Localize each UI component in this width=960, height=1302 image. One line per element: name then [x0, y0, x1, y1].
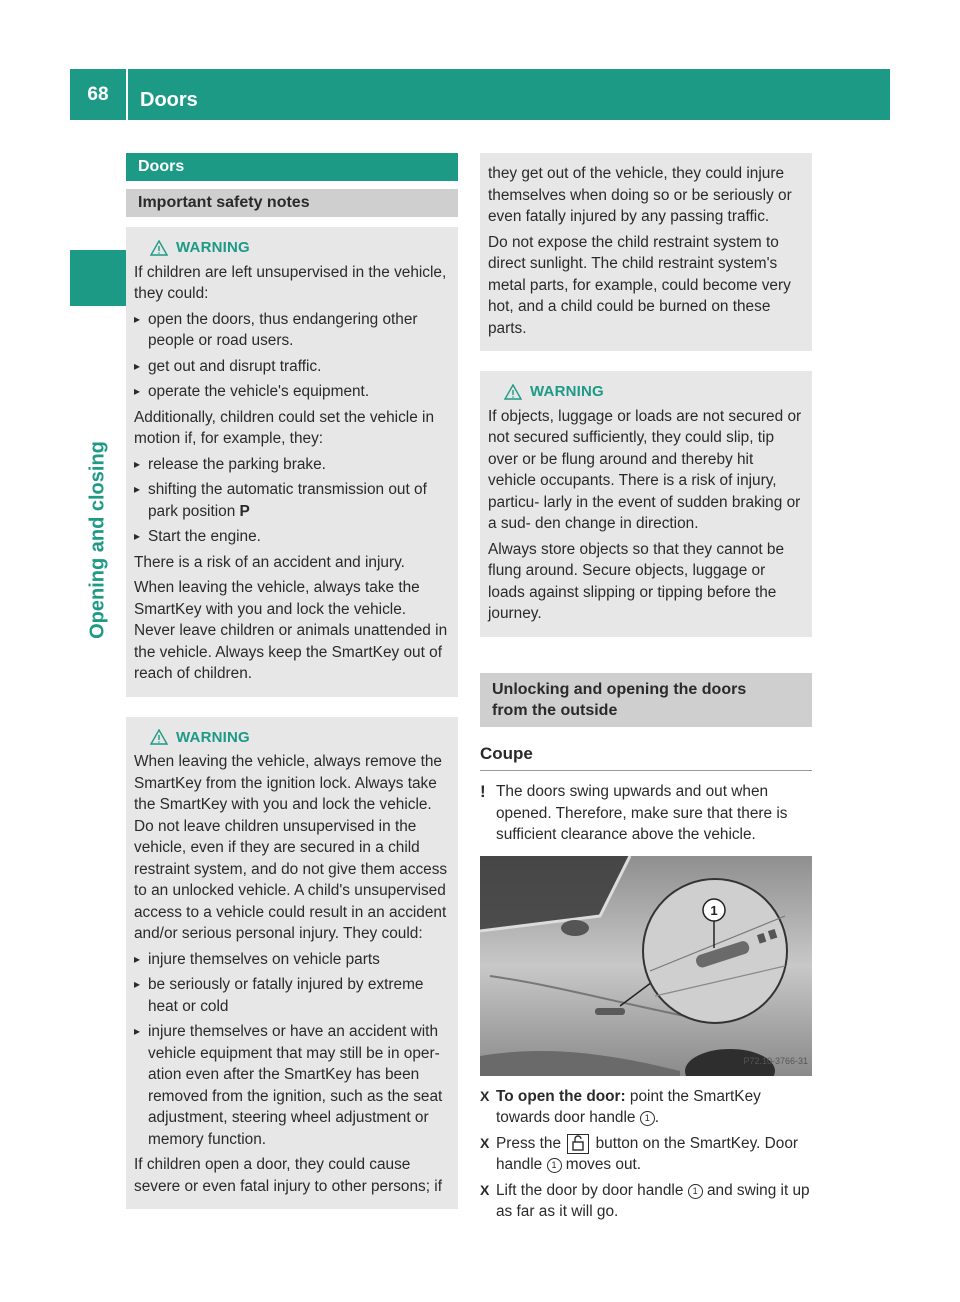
warning-title: WARNING [176, 239, 250, 256]
warning-box-continued [480, 153, 812, 351]
bullet-list [134, 309, 450, 403]
subsection-title-line: Unlocking and opening the doors [492, 680, 747, 698]
warning-box [480, 371, 812, 637]
illustration-code: P72.10-3766-31 [743, 1056, 808, 1066]
coupe-heading: Coupe [480, 743, 812, 772]
right-column [480, 153, 812, 1227]
warning-text: There is a risk of an accident and injury. [134, 553, 405, 571]
warning-title: WARNING [530, 383, 604, 400]
list-item: ▸ Start the engine. [134, 526, 450, 548]
list-item: ▸ get out and disrupt traffic. [134, 356, 450, 378]
warning-header [150, 237, 450, 259]
gear-position-p: P [239, 502, 250, 520]
warning-text: Do not expose the child restraint system to direct sunlight. The child restraint system's metal parts, for example, could become very hot, and a child could be burned on these parts. [488, 233, 791, 337]
left-column [126, 153, 458, 1209]
instruction-steps [480, 1086, 812, 1223]
warning-text: When leaving the vehicle, always remove the SmartKey from the ignition lock. Always take the SmartKey with you and lock the vehicle. Do not leave children unsupervised in the vehicle, even if they are secured in a child restraint system, and do not give them access to an unlocked vehicle. A child's unsupervised access to a vehicle could result in an accident and/or serious personal injury. They could: [134, 753, 448, 942]
warning-text: If objects, luggage or loads are not secured or not secured sufficiently, they could slip, tip over or be flung around and thereby hit vehicle occupants. There is a risk of injury, particu- larly in the event of sudden braking or a sud- den change in direction. [488, 407, 802, 532]
warning-triangle-icon [504, 384, 522, 400]
warning-text: If children are left unsupervised in the vehicle, they could: [134, 263, 447, 302]
step-text: Lift the door by door handle [496, 1181, 688, 1199]
step-item [480, 1086, 812, 1129]
list-item [134, 479, 450, 522]
warning-box [126, 717, 458, 1210]
step-bold: To open the door: [496, 1087, 626, 1105]
note [480, 781, 812, 846]
page-number: 68 [87, 84, 109, 105]
callout-1-icon: 1 [640, 1111, 655, 1126]
note-text: The doors swing upwards and out when opened. Therefore, make sure that there is sufficient clearance above the vehicle. [496, 783, 788, 843]
step-item [480, 1180, 812, 1223]
warning-text: If children open a door, they could cause severe or even fatal injury to other persons; if [134, 1156, 442, 1195]
step-item [480, 1133, 812, 1176]
list-item: ▸ injure themselves or have an accident with vehicle equipment that may still be in oper- ation even after the SmartKey has been removed from the ignition, such as the seat adjustment, steering wheel adjustment or memory function. [134, 1021, 450, 1150]
header-divider [126, 69, 128, 120]
list-item: ▸ be seriously or fatally injured by extreme heat or cold [134, 974, 450, 1017]
warning-text: they get out of the vehicle, they could injure themselves when doing so or be seriously or even fatally injured by any passing traffic. [488, 165, 792, 225]
warning-triangle-icon [150, 729, 168, 745]
warning-box [126, 227, 458, 697]
car-door-drawing [480, 856, 812, 1076]
bullet-list [134, 454, 450, 548]
warning-header [150, 727, 450, 749]
step-text: button on the SmartKey. Door handle [496, 1134, 799, 1173]
illustration-callout: 1 [710, 902, 718, 918]
warning-text: Additionally, children could set the vehicle in motion if, for example, they: [134, 408, 435, 447]
step-text: point the SmartKey towards door handle [496, 1087, 761, 1126]
subsection-title: Important safety notes [126, 189, 458, 217]
step-text: Press the [496, 1134, 566, 1152]
list-item: ▸ release the parking brake. [134, 454, 450, 476]
chapter-label: Opening and closing [86, 441, 109, 639]
warning-triangle-icon [150, 240, 168, 256]
callout-1-icon: 1 [688, 1184, 703, 1199]
section-title: Doors [126, 153, 458, 181]
list-item: ▸ operate the vehicle's equipment. [134, 381, 450, 403]
warning-text: Always store objects so that they cannot be flung around. Secure objects, luggage or loads against slipping or tipping before the journey. [488, 540, 785, 622]
chapter-tab [70, 250, 126, 306]
step-text: moves out. [561, 1156, 642, 1173]
warning-text: When leaving the vehicle, always take the SmartKey with you and lock the vehicle. Never leave children or animals unattended in the vehicle. Always keep the SmartKey out of reach of children. [134, 579, 448, 682]
door-handle-illustration [480, 856, 812, 1076]
list-item-text: shifting the automatic transmission out of park position [148, 481, 427, 520]
page-title: Doors [140, 89, 198, 111]
list-item: ▸ open the doors, thus endangering other people or road users. [134, 309, 450, 352]
unlock-icon [567, 1134, 589, 1154]
warning-title: WARNING [176, 728, 250, 746]
callout-1-icon: 1 [547, 1158, 562, 1173]
exclamation-icon: ! [480, 782, 486, 801]
step-text: and swing it up as far as it will go. [496, 1181, 810, 1220]
step-text: . [654, 1109, 660, 1126]
subsection-title [480, 673, 812, 727]
subsection-title-line: from the outside [492, 701, 618, 719]
list-item: ▸ injure themselves on vehicle parts [134, 949, 450, 971]
bullet-list [134, 949, 450, 1151]
warning-header [504, 381, 804, 403]
